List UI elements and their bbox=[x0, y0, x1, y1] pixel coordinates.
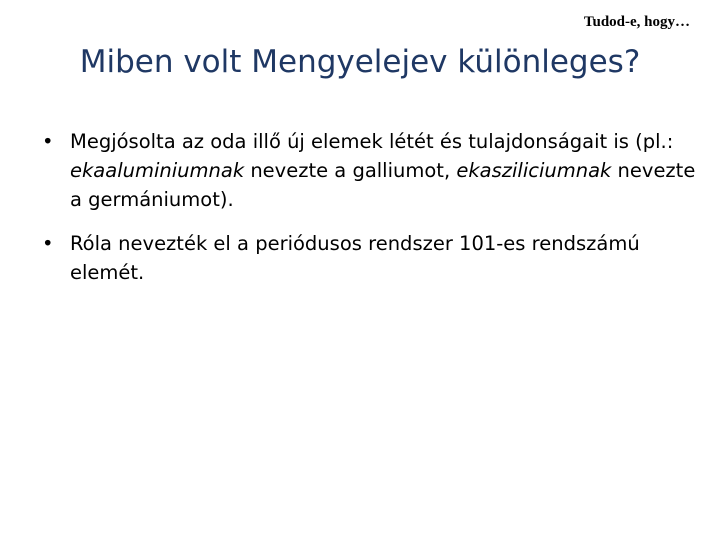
bullet-italic-term: ekasziliciumnak bbox=[456, 159, 612, 182]
bullet-item-element-101 bbox=[42, 229, 702, 287]
bullet-text-part: nevezte a germániumot). bbox=[70, 159, 696, 211]
bullet-item-prediction bbox=[42, 127, 702, 214]
bullet-dot-icon: • bbox=[42, 130, 54, 153]
header-note: Tudod-e, hogy… bbox=[583, 14, 690, 30]
bullet-text-part: nevezte a galliumot, bbox=[244, 159, 457, 182]
bullet-dot-icon: • bbox=[42, 232, 54, 255]
bullet-italic-term: ekaaluminiumnak bbox=[70, 159, 245, 182]
bullet-text: Róla nevezték el a periódusos rendszer 101-es rendszámú elemét. bbox=[70, 232, 640, 284]
bullet-text-part: Megjósolta az oda illő új elemek létét és tulajdonságait is (pl.: bbox=[70, 130, 674, 153]
bullet-list bbox=[42, 127, 702, 302]
slide-title: Miben volt Mengyelejev különleges? bbox=[79, 44, 641, 80]
